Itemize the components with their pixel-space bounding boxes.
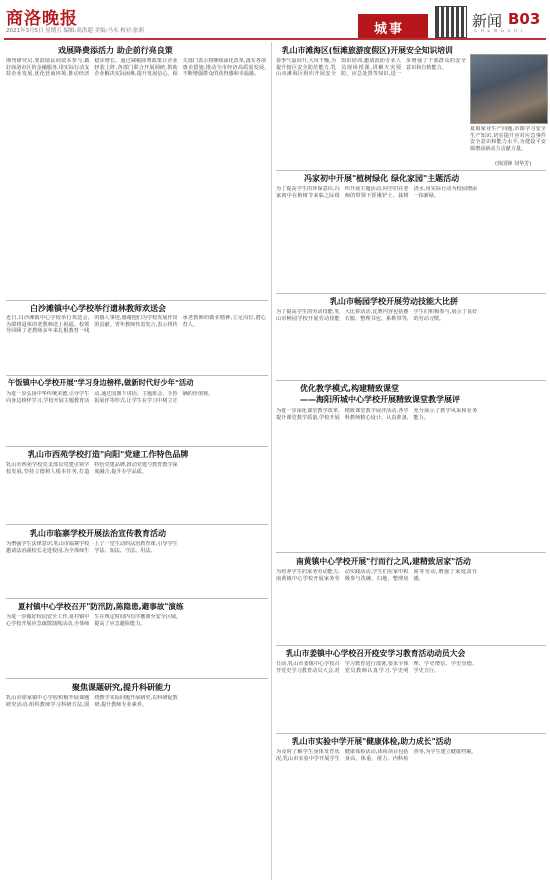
divider — [276, 645, 546, 646]
headline-a5: 乳山市临寨学校开展法治宣传教育活动 — [30, 529, 166, 538]
headline-a4: 乳山市西苑学校打造"向阳"党建工作特色品牌 — [28, 450, 189, 459]
body-a8: 春季气温回升,大风干燥,为提升辖区安全防范能力,乳山市滩海区组织开展安全知识培训,邀请消防专业人员现场授课,讲解火灾预防、应急处置等知识,进一步增强了干部群众的安全意识和自救能力。 — [276, 58, 466, 78]
divider — [6, 524, 268, 525]
divider — [6, 446, 268, 447]
date-line: 2021年3月5日 星期五 编辑:高洪超 美编:马永 校对:张莉 — [6, 28, 145, 34]
headline-a1: 戏展降费添活力 助企前行亮良策 — [58, 46, 173, 55]
divider — [276, 733, 546, 734]
body-a3: 为进一步弘扬中华传统美德,引导学生向身边榜样学习,学校开展主题教育活动,通过国旗下讲话、主题班会、手抄报展评等形式,让学生在学习中树立正确的价值观。 — [6, 391, 214, 404]
body-a13: 日前,乳山市姜镇中心学校召开党史学习教育动员大会,对学习教育进行部署,要求全体党员教师认真学习,学史明理、学史增信、学史崇德、学史力行。 — [276, 661, 478, 674]
section-label: 城事 — [374, 22, 405, 37]
body-a11: 为进一步深化课堂教学改革,提升课堂教学质量,学校开展精致课堂教学展评活动,各学科教师精心设计、认真准备,充分展示了教学风采和业务能力。 — [276, 408, 478, 421]
photo-byline: (徐国锋 刘华芳) — [495, 161, 532, 167]
divider — [6, 375, 268, 376]
divider — [6, 300, 268, 301]
divider — [6, 678, 268, 679]
newspaper-logo: 商洛晚报 — [6, 9, 78, 29]
body-a6: 为进一步做好校园安全工作,夏村镇中心学校开展应急疏散演练活动,全体师生在规定时间内有序撤离至安全区域,提高了应急避险能力。 — [6, 614, 178, 627]
qr-code — [435, 6, 467, 38]
page-number: B03 — [508, 10, 541, 28]
page-title: 新闻 — [472, 12, 503, 30]
headline-a9: 冯家初中开展"植树绿化 绿化家园"主题活动 — [304, 174, 460, 183]
body-a4: 乳山市西苑学校党支部以党建引领学校发展,坚持立德树人根本任务,打造特色党建品牌,推动党建与教育教学深度融合,提升办学品质。 — [6, 462, 178, 475]
headline-a14: 乳山市实验中学开展"健康体检,助力成长"活动 — [292, 737, 452, 746]
body-a14: 为及时了解学生身体发育状况,乳山市实验中学开展学生健康体检活动,体检项目包括身高、体重、视力、内科检查等,为学生建立健康档案。 — [276, 749, 477, 762]
column-divider — [271, 42, 272, 880]
body-a7: 乳山市徐家镇中心学校积极开展课题研究活动,组织教师学习科研方法,围绕教学实际问题开展研究,以科研促教研,提升教师专业素养。 — [6, 695, 178, 708]
headline-a10: 乳山市畅园学校开展劳动技能大比拼 — [330, 297, 458, 306]
photo-caption: 夏镇家业生产问题,市镇学习安全生产知识,切实提升应对应急事件安全意识和能力水平,为建设平安镇增添新动力贡献力量。 — [470, 126, 546, 152]
headline-a3: 午饭镇中心学校开展"学习身边榜样,做新时代好少年"活动 — [8, 378, 194, 387]
body-a2: 近日,白沙滩镇中心学校举行欢送会,为即将退休的老教师送上祝福。校领导回顾了老教师多年来扎根教育一线的感人事迹,感谢他们为学校发展作出的贡献。青年教师代表发言,表示将传承老教师的敬业精神,立足岗位,潜心育人。 — [6, 315, 266, 335]
body-a1: 期刊研究员,要鼓励民间资本参与,做好商洛市区的金融服务,用实际行动支持企业发展,优化营商环境,推动经济稳步增长。通过减税降费政策让企业轻装上阵,各部门联合开展调研,帮助企业解决实际困难,提升发展信心。相关部门表示将继续深化改革,落实各项惠企措施,推动全市经济高质量发展,不断增强群众的获得感和幸福感。 — [6, 58, 266, 78]
body-a5: 为增强学生法律意识,乳山市临寨学校邀请法治副校长走进校园,为全体师生上了一堂生动的法治教育课,引导学生学法、知法、守法、用法。 — [6, 541, 178, 554]
masthead-rule — [4, 38, 546, 40]
headline-a11: 优化教学模式,构建精致课堂 ——海阳所城中心学校开展精致课堂教学展评 — [300, 384, 460, 404]
body-a12: 为培养学生的家务劳动能力,南黄镇中心学校开展家务劳动实践活动,学生们在家中积极参与洗碗、扫地、整理房间等劳动,增强了家庭责任感。 — [276, 569, 478, 582]
divider — [276, 380, 546, 381]
divider — [276, 170, 546, 171]
divider — [6, 598, 268, 599]
divider — [276, 552, 546, 553]
section-pinyin: C H E N G S H I — [474, 29, 523, 34]
body-a10: 为了提高学生的劳动技能,乳山市畅园学校开展劳动技能大比拼活动,比赛内容包括叠衣服、整理书包、系鞋带等,学生们积极参与,展示了良好的劳动习惯。 — [276, 309, 478, 322]
headline-a6: 夏村镇中心学校召开"防汛防,陈隐患,避事故"演练 — [18, 602, 184, 611]
body-a9: 为了提高学生的环保意识,冯家初中在植树节来临之际组织开展主题活动,同学们在老师的带领下挥锹铲土、栽树浇水,用实际行动为校园增添一抹新绿。 — [276, 186, 478, 199]
divider — [276, 293, 546, 294]
headline-a13: 乳山市姜镇中心学校召开疫安学习教育活动动员大会 — [286, 649, 466, 658]
headline-a2: 白沙滩镇中心学校举行遗林教师欢送会 — [30, 304, 166, 313]
headline-a12: 南黄镇中心学校开展"行而行之风,建精致居家"活动 — [296, 557, 471, 566]
news-photo — [470, 54, 548, 124]
headline-a8: 乳山市滩海区(恒滩旅游度假区)开展安全知识培训 — [282, 46, 453, 55]
headline-a7: 聚焦课题研究,提升科研能力 — [72, 683, 172, 692]
